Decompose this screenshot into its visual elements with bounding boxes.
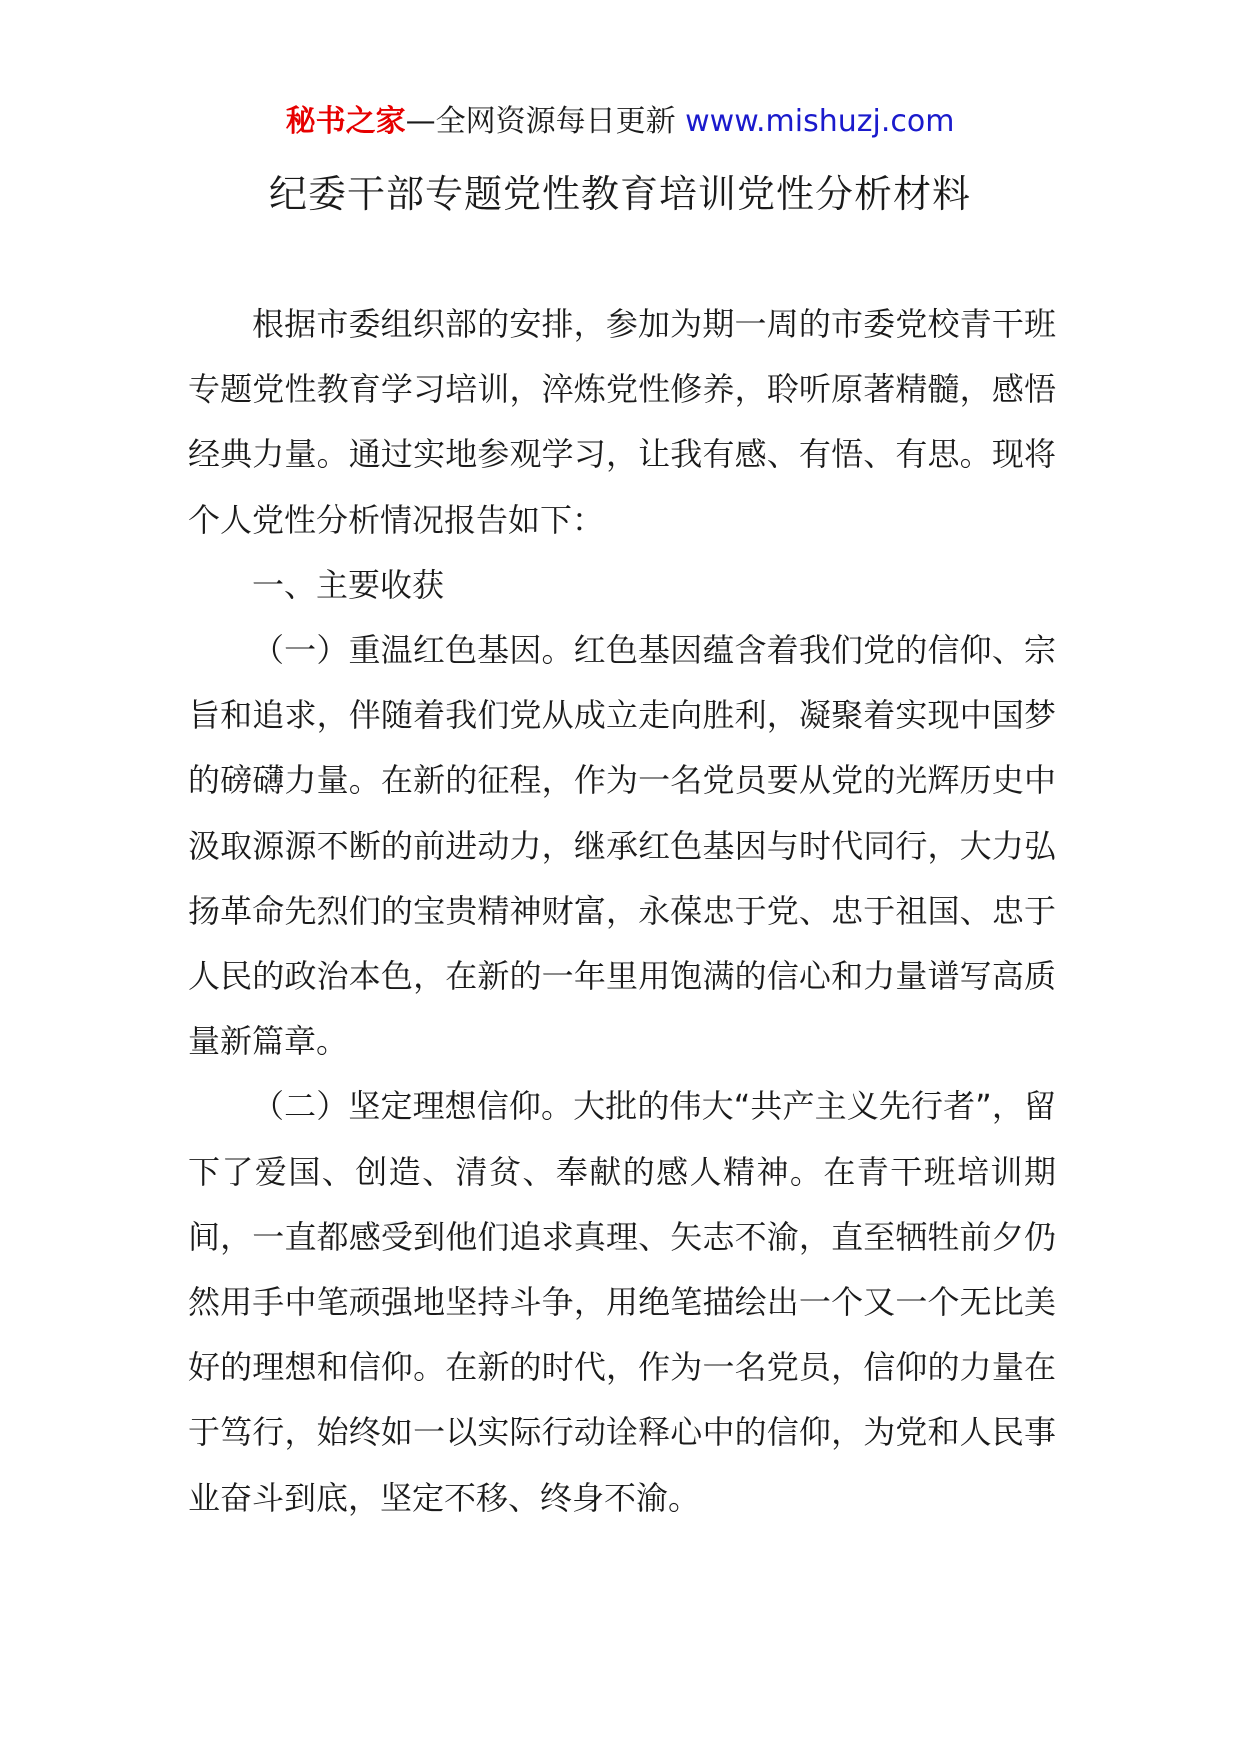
paragraph-firm-belief: （二）坚定理想信仰。大批的伟大“共产主义先行者”，留下了爱国、创造、清贫、奉献的感人精神。在青干班培训期间，一直都感受到他们追求真理、矢志不渝，直至牺牲前夕仍然用手中笔顽强地坚持斗争，用绝笔描绘出一个又一个无比美好的理想和信仰。在新的时代，作为一名党员，信仰的力量在于笃行，始终如一以实际行动诠释心中的信仰，为党和人民事业奋斗到底，坚定不移、终身不渝。 — [188, 1087, 1056, 1517]
document-title: 纪委干部专题党性教育培训党性分析材料 — [268, 172, 971, 216]
banner-url-link[interactable]: www.mishuzj.com — [685, 104, 955, 139]
intro-paragraph: 根据市委组织部的安排，参加为期一周的市委党校青干班专题党性教育学习培训，淬炼党性修养，聆听原著精髓，感悟经典力量。通过实地参观学习，让我有感、有悟、有思。现将个人党性分析情况报告如下： — [188, 305, 1056, 539]
paragraph-red-gene: （一）重温红色基因。红色基因蕴含着我们党的信仰、宗旨和追求，伴随着我们党从成立走向胜利，凝聚着实现中国梦的磅礴力量。在新的征程，作为一名党员要从党的光辉历史中汲取源源不断的前进动力，继承红色基因与时代同行，大力弘扬革命先烈们的宝贵精神财富，永葆忠于党、忠于祖国、忠于人民的政治本色，在新的一年里用饱满的信心和力量谱写高质量新篇章。 — [188, 631, 1056, 1061]
site-banner — [0, 100, 1240, 144]
section-heading-main-gains: 一、主要收获 — [252, 565, 445, 604]
banner-tagline: —全网资源每日更新 — [405, 104, 676, 139]
banner-brand: 秘书之家 — [285, 104, 406, 139]
document-body — [188, 292, 1056, 1531]
